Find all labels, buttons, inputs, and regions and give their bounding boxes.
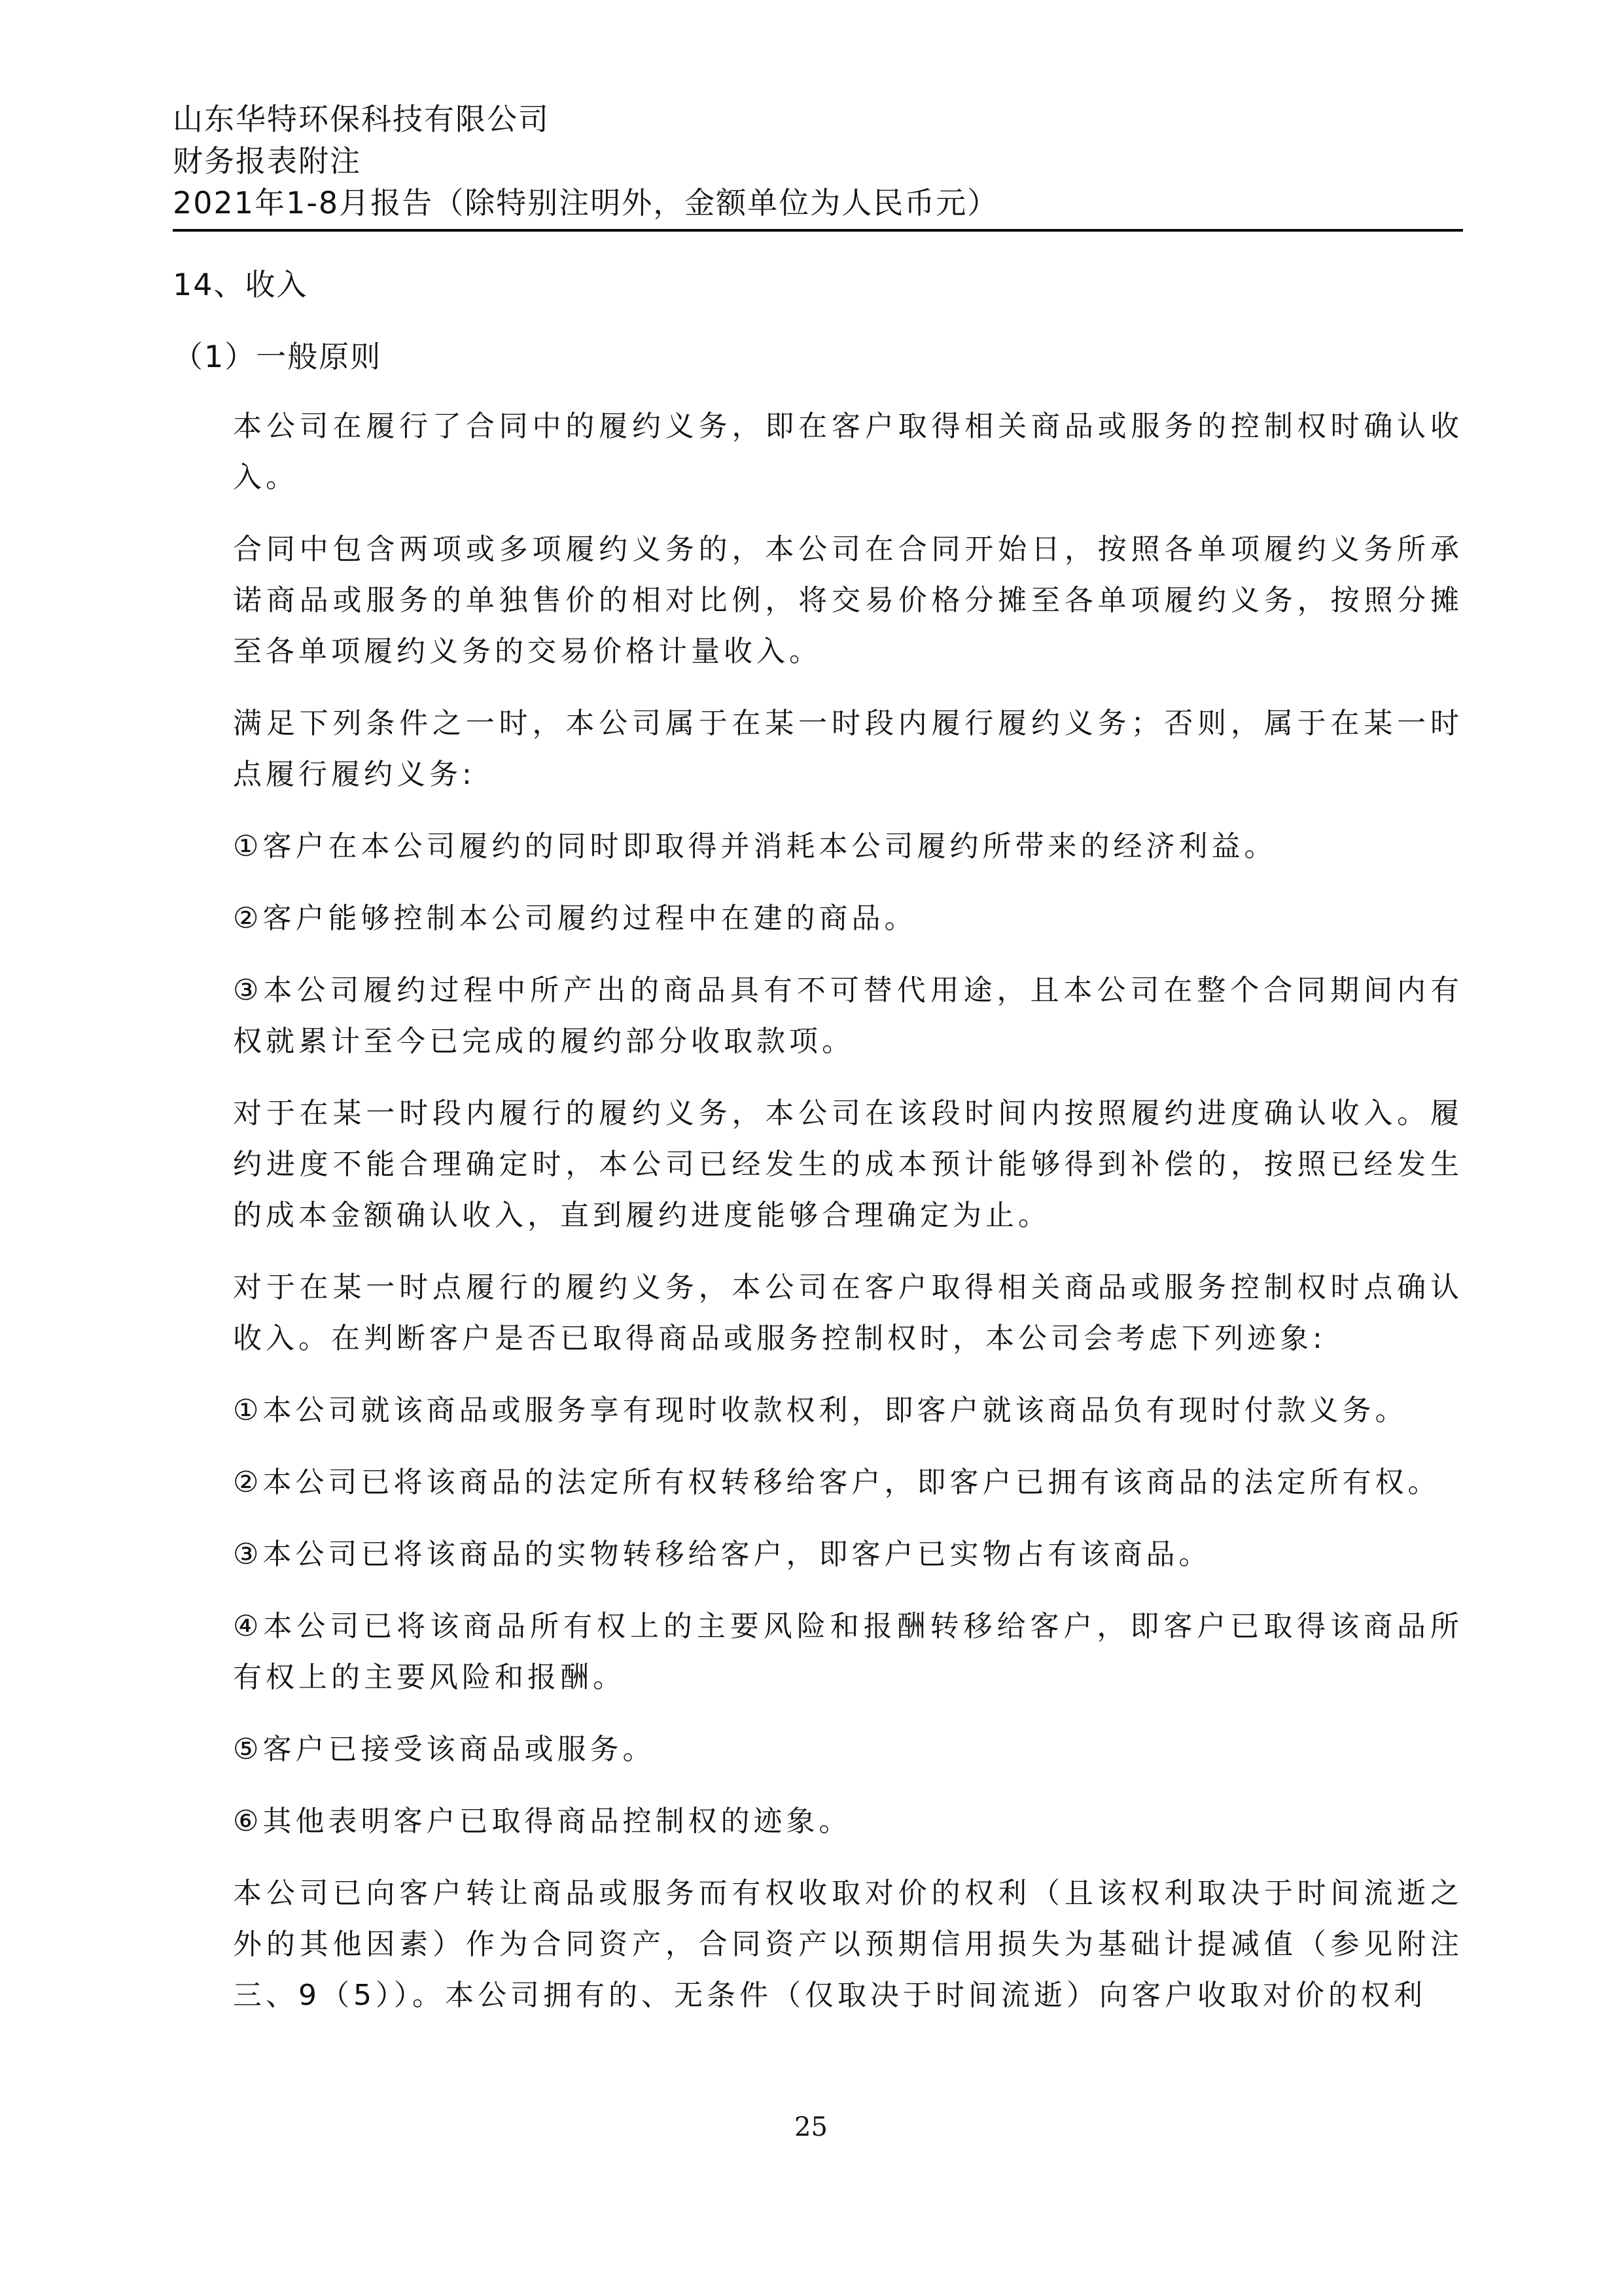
list-item: ⑤客户已接受该商品或服务。: [233, 1733, 656, 1766]
list-item: ①本公司就该商品或服务享有现时收款权利，即客户就该商品负有现时付款义务。: [233, 1394, 1408, 1427]
paragraph: 本公司在履行了合同中的履约义务，即在客户取得相关商品或服务的控制权时确认收入。: [233, 410, 1463, 494]
list-item: ⑥其他表明客户已取得商品控制权的迹象。: [233, 1805, 852, 1838]
subsection-title: （1）一般原则: [173, 339, 382, 374]
page-number: 25: [794, 2112, 828, 2142]
list-item: ④本公司已将该商品所有权上的主要风险和报酬转移给客户，即客户已取得该商品所有权上的主要风险和报酬。: [233, 1610, 1463, 1694]
paragraph: 合同中包含两项或多项履约义务的，本公司在合同开始日，按照各单项履约义务所承诺商品或服务的单独售价的相对比例，将交易价格分摊至各单项履约义务，按照分摊至各单项履约义务的交易价格计量收入。: [233, 533, 1463, 668]
paragraph: 对于在某一时段内履行的履约义务，本公司在该段时间内按照履约进度确认收入。履约进度不能合理确定时，本公司已经发生的成本预计能够得到补偿的，按照已经发生的成本金额确认收入，直到履约进度能够合理确定为止。: [233, 1097, 1463, 1232]
company-name: 山东华特环保科技有限公司: [173, 101, 550, 137]
page-header: [173, 98, 1462, 224]
list-item: ②客户能够控制本公司履约过程中在建的商品。: [233, 902, 917, 935]
paragraph: 对于在某一时点履行的履约义务，本公司在客户取得相关商品或服务控制权时点确认收入。在判断客户是否已取得商品或服务控制权时，本公司会考虑下列迹象:: [233, 1271, 1463, 1355]
list-item: ③本公司履约过程中所产出的商品具有不可替代用途，且本公司在整个合同期间内有权就累计至今已完成的履约部分收取款项。: [233, 974, 1463, 1058]
list-item: ①客户在本公司履约的同时即取得并消耗本公司履约所带来的经济利益。: [233, 830, 1277, 863]
section-title: 14、收入: [173, 267, 308, 302]
paragraph: 本公司已向客户转让商品或服务而有权收取对价的权利（且该权利取决于时间流逝之外的其他因素）作为合同资产，合同资产以预期信用损失为基础计提减值（参见附注三、9（5））。本公司拥有的、无条件（仅取决于时间流逝）向客户收取对价的权利: [233, 1877, 1463, 2012]
list-item: ②本公司已将该商品的法定所有权转移给客户，即客户已拥有该商品的法定所有权。: [233, 1466, 1441, 1499]
list-item: ③本公司已将该商品的实物转移给客户，即客户已实物占有该商品。: [233, 1538, 1212, 1571]
page-body: [173, 258, 1463, 2042]
header-divider: [173, 229, 1463, 232]
document-title: 财务报表附注: [173, 143, 361, 179]
paragraph: 满足下列条件之一时，本公司属于在某一时段内履行履约义务；否则，属于在某一时点履行履约义务:: [233, 707, 1463, 791]
period-note: 2021年1-8月报告（除特别注明外，金额单位为人民币元）: [173, 185, 999, 221]
